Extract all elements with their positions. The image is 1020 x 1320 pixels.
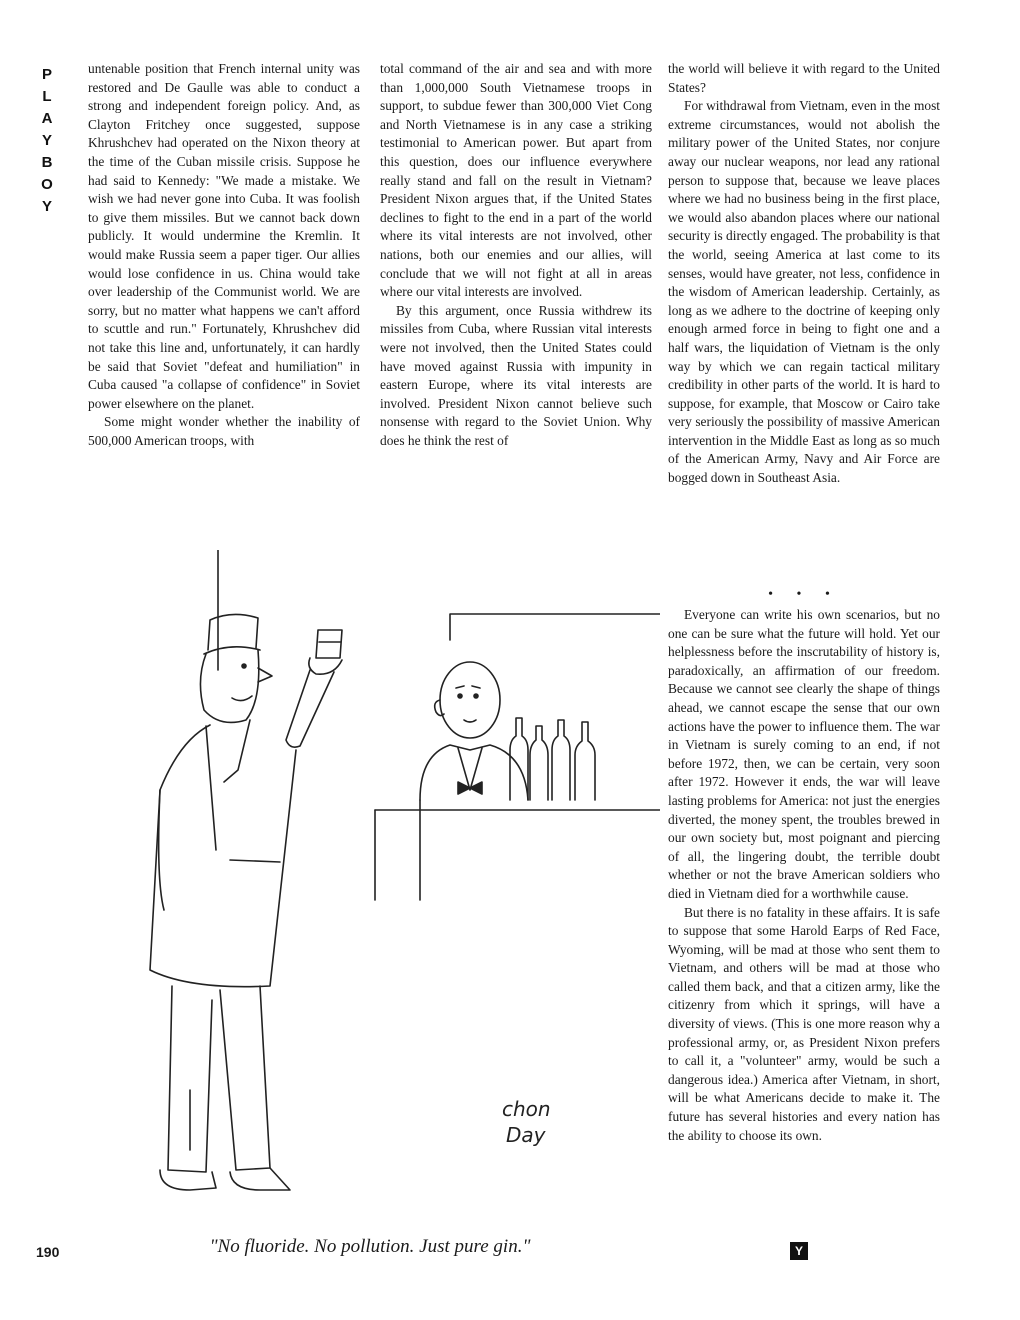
paragraph: Some might wonder whether the inability of 500,000 American troops, with xyxy=(88,414,360,448)
masthead-letter: Y xyxy=(41,198,52,215)
masthead-letter: P xyxy=(41,66,52,83)
masthead-vertical xyxy=(36,64,58,218)
paragraph: the world will believe it with regard to the United States? xyxy=(668,61,940,95)
cartoon-illustration xyxy=(120,550,660,1230)
text-column-3-continued xyxy=(668,588,940,1145)
paragraph: For withdrawal from Vietnam, even in the most extreme circumstances, would not abolish the military power of the United States, nor conjure away our nuclear weapons, nor lead any rational person to suppose that, because we leave places where we had no business being in the first place, we would also abandon places where our national security is directly engaged. The probability is that the world, seeing America at last come to its senses, would have greater, not less, confidence in the wisdom of American leadership. Certainly, as long as we adhere to the doctrine of keeping only enough armed force in being to fight one and a half wars, the liquidation of Vietnam is the only way by which we can regain tactical military credibility in other parts of the world. It is hard to suppose, for example, that Moscow or Cairo take very seriously the possibility of massive American intervention in the Middle East as long as so much of the American Army, Navy and Air Force are bogged down in Southeast Asia. xyxy=(668,98,940,486)
paragraph: total command of the air and sea and with more than 1,000,000 South Vietnamese troops in support, to subdue fewer than 300,000 Viet Cong and North Vietnamese is in any case a striking testimonial to American power. But apart from this question, does our influence everywhere really stand and fall on the result in Vietnam? President Nixon argues that, if the United States declines to fight to the end in a part of the world where its vital interests are not involved, other nations, both our enemies and our allies, will conclude that we will not fight at all in areas where our vital interests are involved. xyxy=(380,61,652,300)
masthead-letter: O xyxy=(41,176,53,193)
masthead-letter: B xyxy=(41,154,53,171)
masthead-letter: L xyxy=(42,88,52,105)
masthead-letter: Y xyxy=(41,132,52,149)
end-of-article-icon: Y xyxy=(790,1242,808,1260)
paragraph: untenable position that French internal unity was restored and De Gaulle was able to conduct a strong and independent foreign policy. And, as Clayton Fritchey once suggested, suppose Khrushchev had operated on the Nixon theory at the time of the Cuban missile crisis. Suppose he had said to Kennedy: "We made a mistake. We wish we had never gone into Cuba. It was foolish to give them missiles. But we cannot back down publicly. It would undermine the Kremlin. It would make Russia seem a paper tiger. Our allies would lose confidence in us. China would take over leadership of the Communist world. We are sorry, but no matter what happens we can't afford to scuttle and run." Fortunately, Khrushchev did not take this line and, unfortunately, it can hardly be said that Soviet "defeat and humiliation" in Cuba caused "a collapse of confidence" in Soviet power elsewhere on the planet. xyxy=(88,61,360,411)
section-break: • • • xyxy=(768,587,840,602)
cartoonist-signature: Day xyxy=(506,1123,546,1147)
masthead-letter: A xyxy=(41,110,53,127)
paragraph: By this argument, once Russia withdrew its missiles from Cuba, where Russian vital interests were not involved, then the United States could have moved against Russia with impunity in eastern Europe, where its vital interests are involved. President Nixon cannot believe such nonsense with regard to the Soviet Union. Why does he think the rest of xyxy=(380,302,652,448)
text-column-2 xyxy=(380,60,652,450)
paragraph: But there is no fatality in these affairs. It is safe to suppose that some Harold Earps of Red Face, Wyoming, will be mad at those who sent them to Vietnam, and others will be mad at those who called them back, and that a citizen army, like the citizenry from which it springs, will have a diversity of views. (This is one more reason why a professional army, or, as President Nixon prefers to call it, a "volunteer" army, would be such a dangerous idea.) America after Vietnam, in short, will be what Americans decide to make it. The future has several histories and every nation has the ability to choose its own. xyxy=(668,904,940,1143)
text-column-3 xyxy=(668,60,940,488)
page-number: 190 xyxy=(36,1244,60,1260)
text-column-1 xyxy=(88,60,360,450)
paragraph: Everyone can write his own scenarios, but no one can be sure what the future will hold. Yet our helplessness before the inscrutability of history is, paradoxically, an affirmation of our freedom. Because we cannot see clearly the shape of things ahead, we cannot escape the sense that our own actions have the power to influence them. The war in Vietnam is surely coming to an end, if not before 1972, then, we can be certain, very soon after 1972. However it ends, the war will leave lasting problems for America: not just the energies diverted, the money spent, the troubles brewed in our own society but, most poignant and piercing of all, the lingering doubt, the terrible doubt whether or not the brave American soldiers who died in Vietnam died for a worthwhile cause. xyxy=(668,607,940,901)
cartoonist-signature: chon xyxy=(502,1097,551,1121)
cartoon-caption: "No fluoride. No pollution. Just pure gin." xyxy=(209,1236,531,1257)
